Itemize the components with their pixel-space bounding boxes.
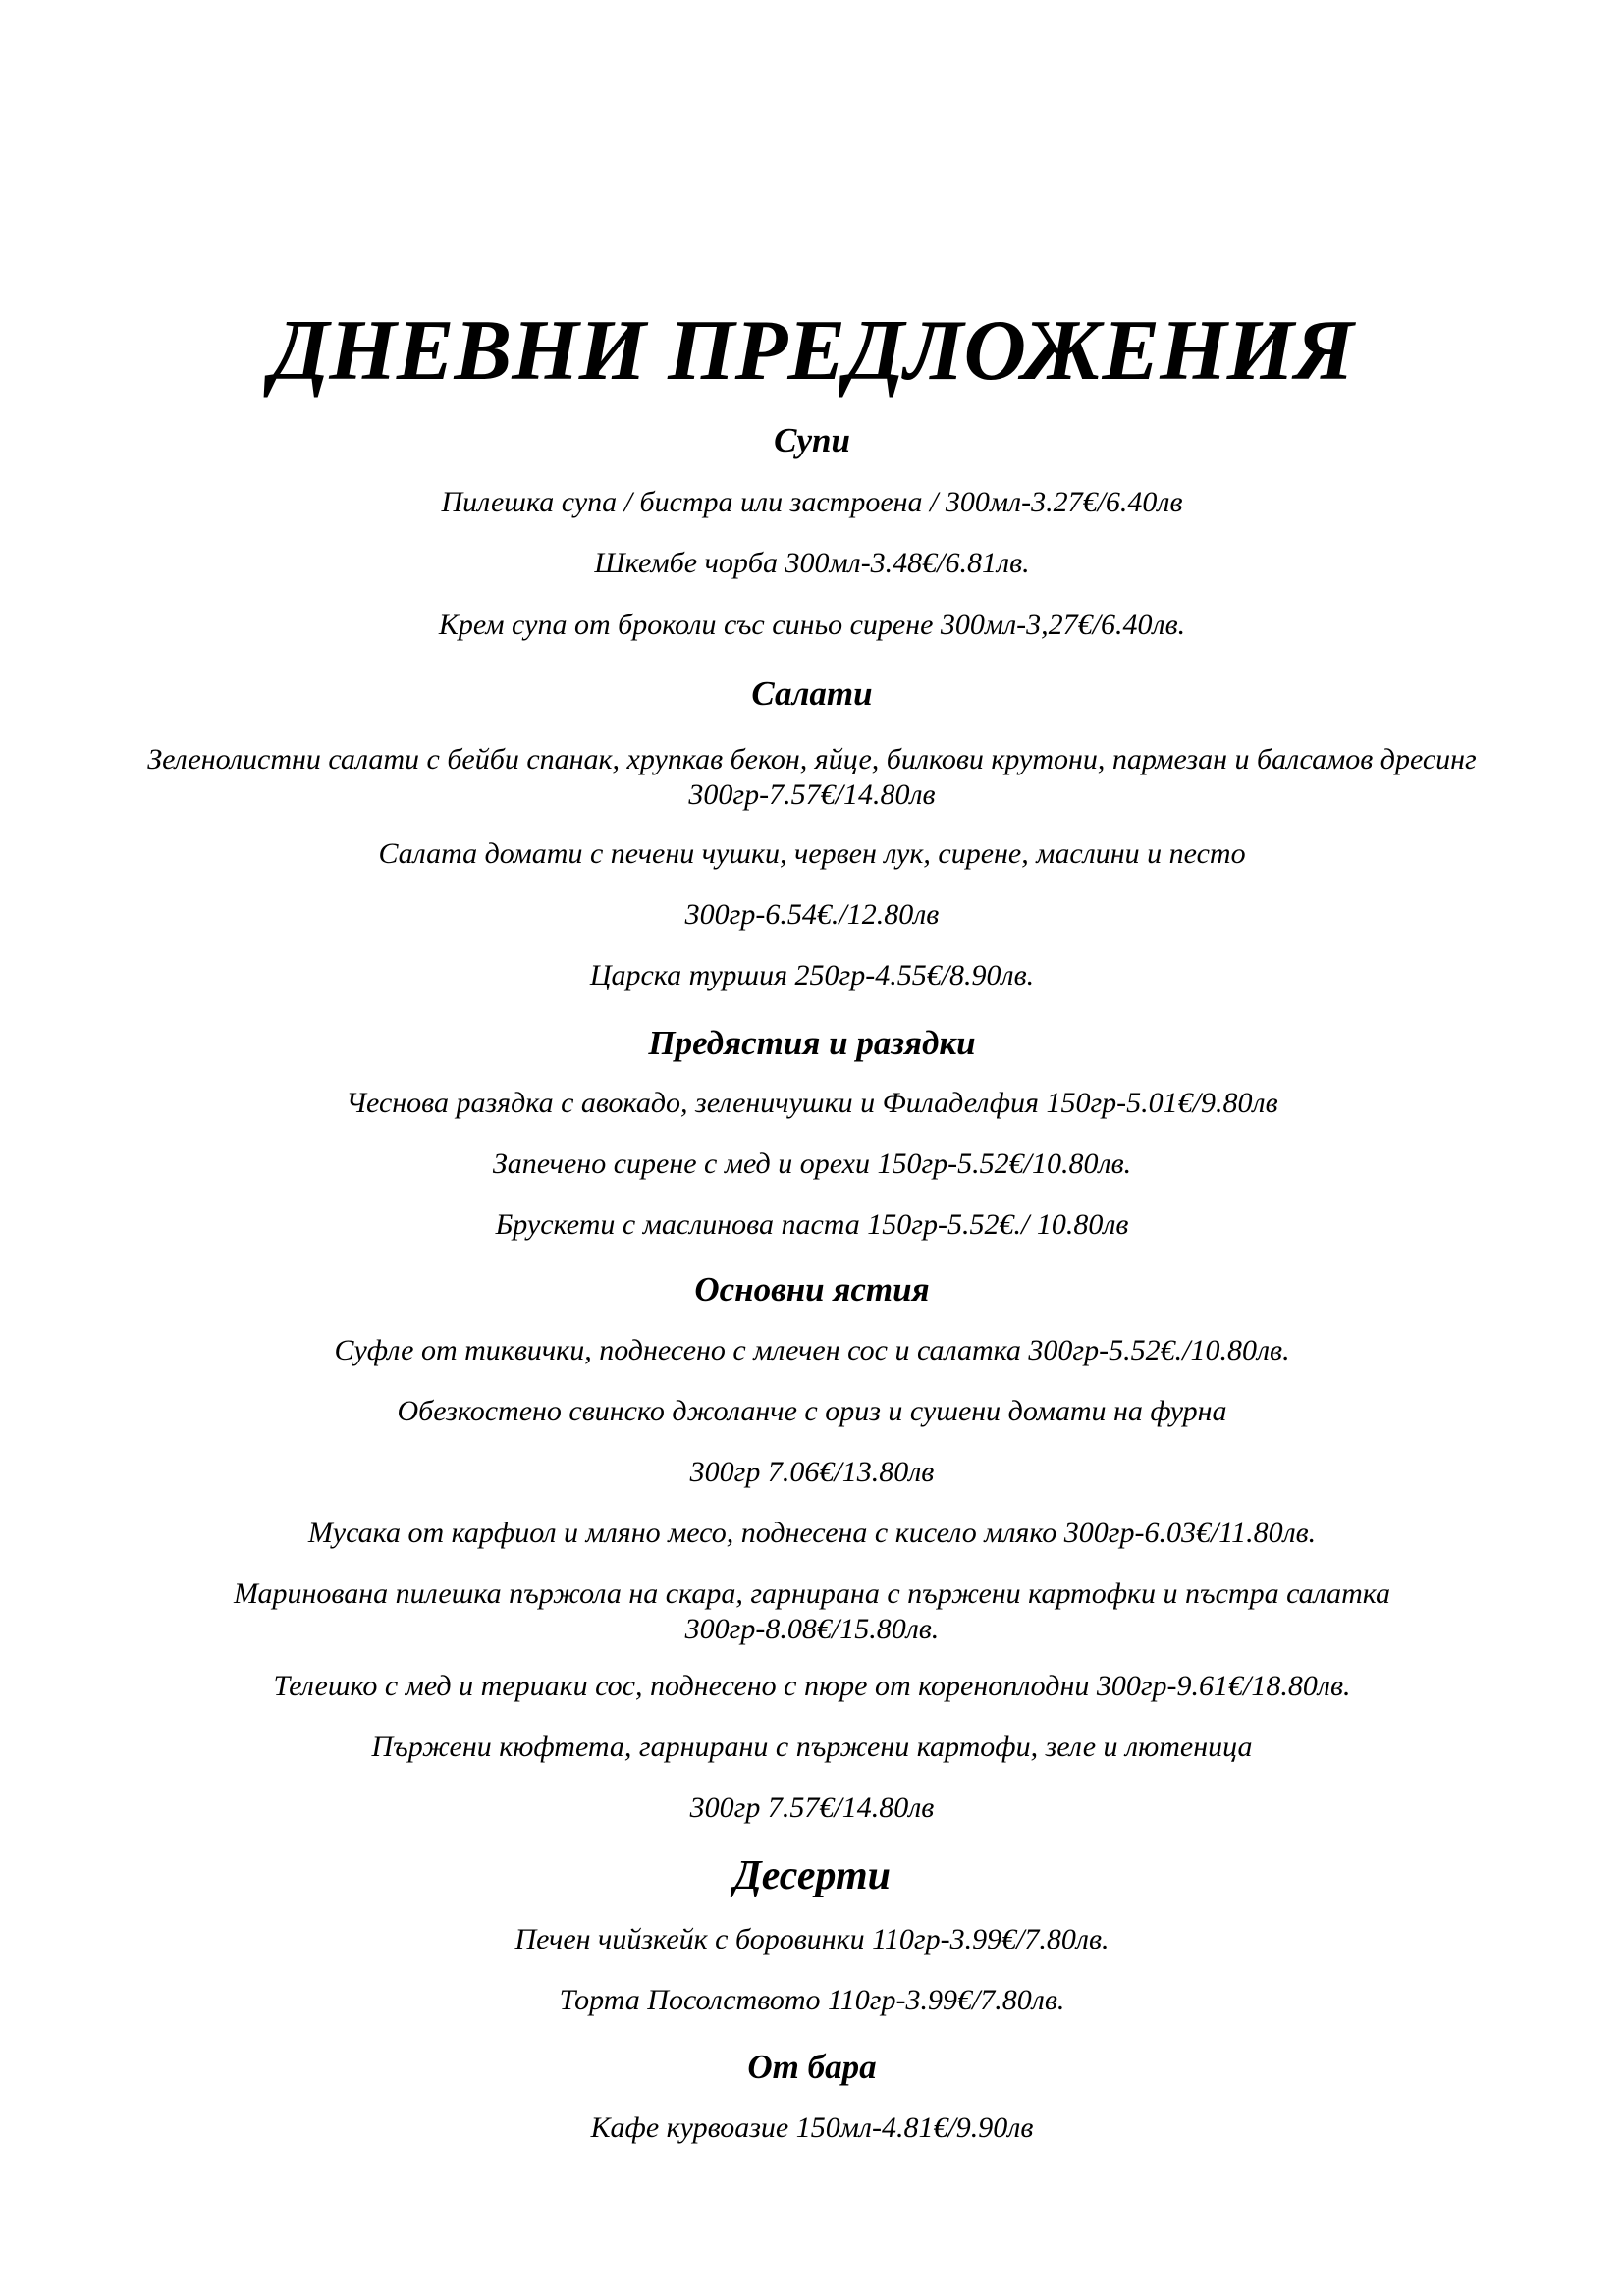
menu-item: Крем супа от броколи със синьо сирене 300мл-3,27€/6.40лв.	[438, 609, 1186, 641]
section-heading-bar: От бара	[747, 2048, 877, 2086]
menu-item: Салата домати с печени чушки, червен лук, сирене, маслини и песто	[378, 837, 1246, 870]
menu-item: 300гр 7.06€/13.80лв	[689, 1456, 935, 1488]
menu-item: Пилешка супа / бистра или застроена / 300мл-3.27€/6.40лв	[441, 486, 1183, 518]
menu-item: Царска туршия 250гр-4.55€/8.90лв.	[589, 959, 1035, 991]
menu-item: Чеснова разядка с авокадо, зеленичушки и Филаделфия 150гр-5.01€/9.80лв	[346, 1087, 1278, 1119]
menu-item: Пържени кюфтета, гарнирани с пържени картофи, зеле и лютеница	[371, 1731, 1253, 1763]
section-heading-desserts: Десерти	[733, 1853, 891, 1898]
section-heading-mains: Основни ястия	[694, 1270, 930, 1308]
menu-item: Шкембе чорба 300мл-3.48€/6.81лв.	[594, 547, 1030, 579]
menu-item: Торта Посолството 110гр-3.99€/7.80лв.	[559, 1984, 1065, 2016]
section-heading-soups: Супи	[774, 421, 850, 459]
menu-item: Суфле от тиквички, поднесено с млечен сос и салатка 300гр-5.52€./10.80лв.	[334, 1334, 1290, 1366]
menu-item: 300гр-6.54€./12.80лв	[684, 898, 940, 931]
menu-item: Телешко с мед и териаки сос, поднесено с пюре от кореноплодни 300гр-9.61€/18.80лв.	[273, 1670, 1351, 1702]
menu-item: 300гр 7.57€/14.80лв	[689, 1791, 935, 1824]
menu-item: Печен чийзкейк с боровинки 110гр-3.99€/7.80лв.	[514, 1923, 1110, 1955]
section-heading-starters: Предястия и разядки	[648, 1024, 976, 1062]
menu-item: Кафе курвоазие 150мл-4.81€/9.90лв	[590, 2111, 1034, 2144]
menu-item: Маринована пилешка пържола на скара, гарнирана с пържени картофки и пъстра салатка 300гр-8.08€/15.80лв.	[233, 1577, 1391, 1645]
menu-item: Запечено сирене с мед и орехи 150гр-5.52€/10.80лв.	[492, 1148, 1132, 1180]
menu-item: Обезкостено свинско джоланче с ориз и сушени домати на фурна	[397, 1395, 1227, 1427]
page-title: ДНЕВНИ ПРЕДЛОЖЕНИЯ	[270, 303, 1354, 399]
menu-item: Мусака от карфиол и мляно месо, поднесена с кисело мляко 300гр-6.03€/11.80лв.	[307, 1517, 1317, 1549]
section-heading-salads: Салати	[751, 674, 873, 713]
menu-item: Брускети с маслинова паста 150гр-5.52€./ 10.80лв	[495, 1208, 1129, 1241]
menu-item: Зеленолистни салати с бейби спанак, хрупкав бекон, яйце, билкови крутони, пармезан и балсамов дресинг 300гр-7.57€/14.80лв	[147, 743, 1477, 811]
